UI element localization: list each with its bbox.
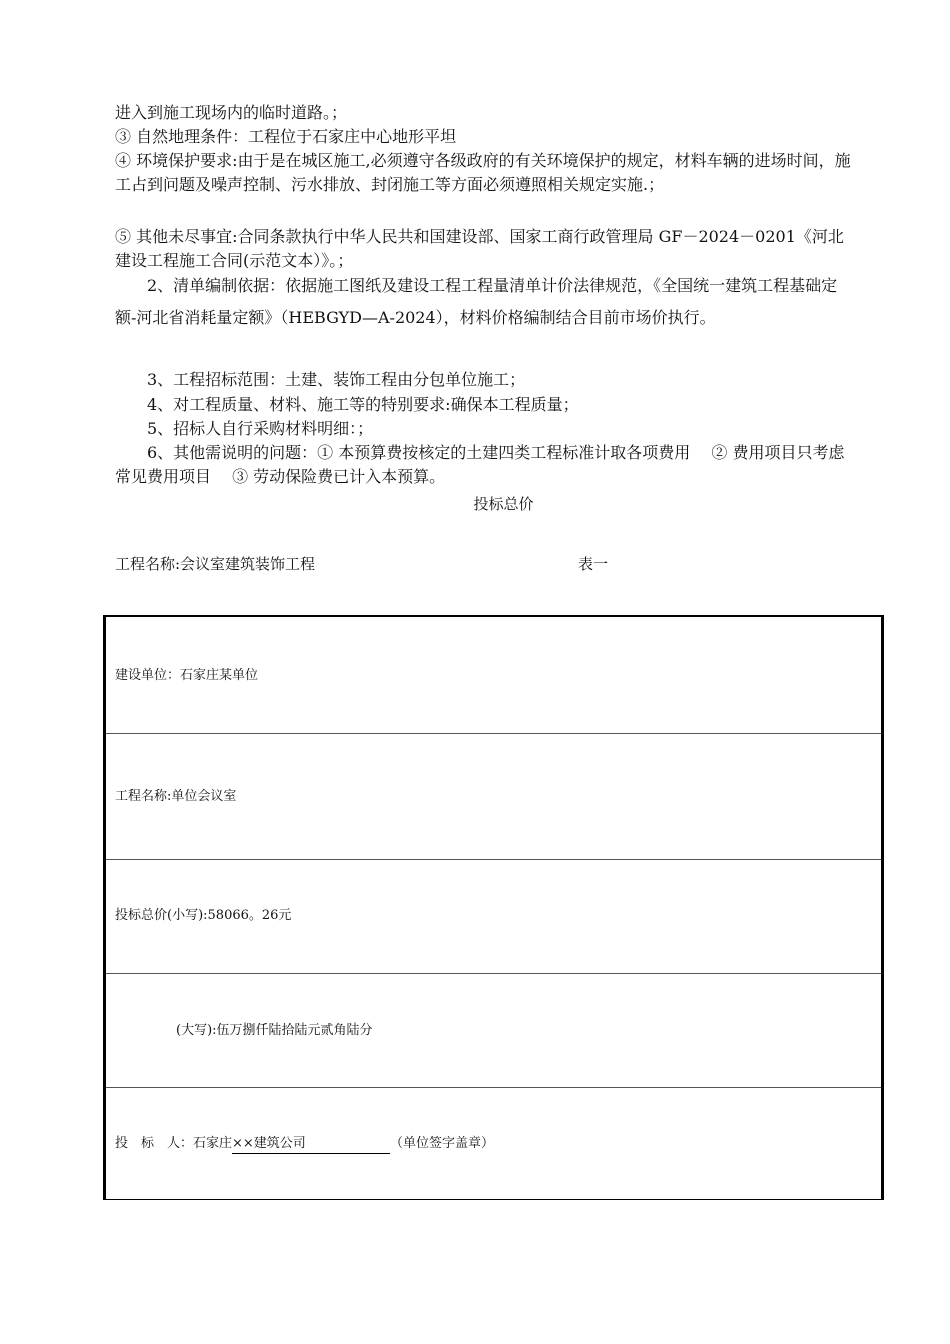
total-price-small-field: 投标总价(小写):58066。26元 [115, 908, 292, 923]
paragraph-quality: 4、对工程质量、材料、施工等的特别要求:确保本工程质量； [147, 395, 579, 414]
builder-field: 建设单位：石家庄某单位 [115, 668, 259, 683]
paragraph-bid-scope: 3、工程招标范围：土建、装饰工程由分包单位施工； [147, 370, 526, 389]
table-row [106, 1087, 881, 1200]
paragraph-natural-conditions: ③ 自然地理条件：工程位于石家庄中心地形平坦 [115, 127, 457, 146]
paragraph-environment: ④ 环境保护要求:由于是在城区施工,必须遵守各级政府的有关环境保护的规定，材料车辆的进场时间，施工占到问题及噪声控制、污水排放、封闭施工等方面必须遵照相关规定实施.； [115, 151, 851, 194]
paragraph-other-notes: 6、其他需说明的问题：① 本预算费按核定的土建四类工程标准计取各项费用 ② 费用项目只考虑常见费用项目 ③ 劳动保险费已计入本预算。 [115, 443, 845, 486]
bidder-field [115, 1135, 494, 1154]
table-row [106, 859, 881, 974]
paragraph-temp-road: 进入到施工现场内的临时道路。； [115, 103, 348, 122]
table-number: 表一 [578, 555, 609, 573]
table-row [106, 617, 881, 734]
section-title: 投标总价 [473, 495, 534, 513]
bid-summary-table [103, 615, 884, 1200]
paragraph-materials: 5、招标人自行采购材料明细：； [147, 419, 374, 438]
paragraph-list-basis: 2、清单编制依据：依据施工图纸及建设工程工程量清单计价法律规范，《全国统一建筑工程基础定额-河北省消耗量定额》（HEBGYD—A-2024），材料价格编制结合目前市场价执行。 [115, 276, 838, 327]
paragraph-other-matters: ⑤ 其他未尽事宜:合同条款执行中华人民共和国建设部、国家工商行政管理局 GF－2024－0201《河北建设工程施工合同(示范文本）》。； [115, 227, 844, 270]
bidder-label: 投 标 人：石家庄 [115, 1136, 233, 1151]
project-name-line: 工程名称:会议室建筑装饰工程 [115, 555, 316, 573]
bidder-company: ××建筑公司 [232, 1135, 390, 1154]
table-row [106, 733, 881, 860]
table-row [106, 973, 881, 1088]
total-price-big-field: (大写):伍万捌仟陆拾陆元贰角陆分 [176, 1023, 373, 1038]
project-name-field: 工程名称:单位会议室 [115, 789, 237, 804]
bidder-note: （单位签字盖章） [390, 1136, 495, 1151]
